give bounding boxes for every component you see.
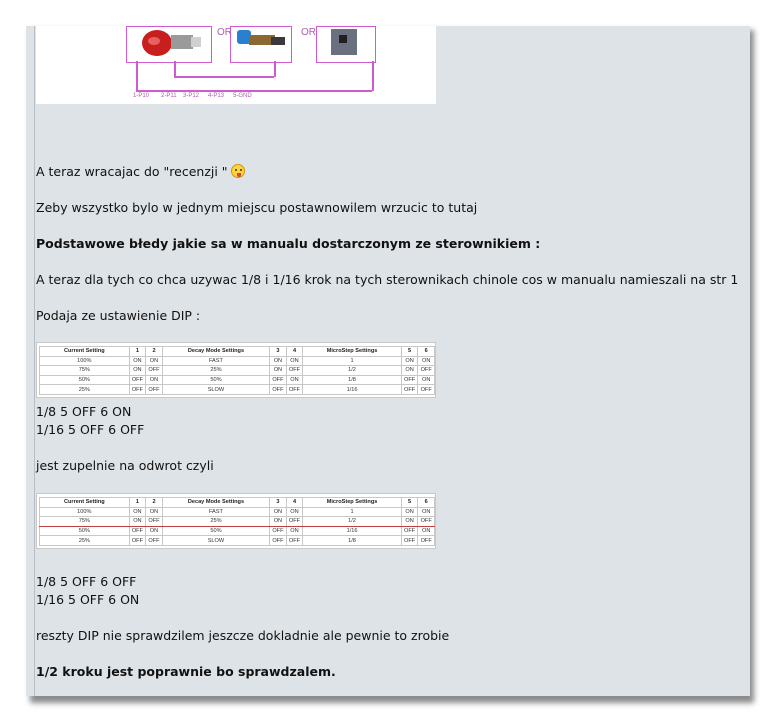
table-cell: 1/8 bbox=[303, 536, 401, 546]
table-cell: ON bbox=[146, 526, 163, 536]
or-label-2: OR bbox=[301, 27, 316, 38]
table-cell: 1 bbox=[303, 507, 401, 517]
table-cell: 75% bbox=[40, 366, 130, 376]
table-cell: OFF bbox=[418, 385, 435, 395]
table-row bbox=[40, 517, 435, 527]
post-text-line: 1/16 5 OFF 6 ON bbox=[36, 592, 140, 607]
pin-label: 3-P12 bbox=[183, 93, 200, 99]
proximity-sensor-icon bbox=[231, 27, 291, 62]
pin-label: 4-P13 bbox=[208, 93, 225, 99]
table-cell: OFF bbox=[418, 517, 435, 527]
table-cell: OFF bbox=[129, 526, 146, 536]
table-cell: FAST bbox=[162, 507, 269, 517]
table-cell: ON bbox=[401, 356, 418, 366]
table-cell: OFF bbox=[286, 536, 303, 546]
dip-table bbox=[39, 497, 435, 546]
table-header-row: Current Setting 1 2 Decay Mode Settings 3 4 MicroStep Settings 5 6 bbox=[40, 347, 435, 357]
table-cell: 1/16 bbox=[303, 385, 401, 395]
tongue-smiley-icon bbox=[231, 164, 245, 178]
post-text-line: Zeby wszystko bylo w jednym miejscu postawnowilem wrzucic to tutaj bbox=[36, 200, 478, 215]
table-cell: OFF bbox=[270, 536, 287, 546]
table-cell: 25% bbox=[162, 366, 269, 376]
post-text-line: Podaja ze ustawienie DIP : bbox=[36, 308, 201, 323]
table-cell: ON bbox=[270, 517, 287, 527]
table-cell: 25% bbox=[162, 517, 269, 527]
emergency-stop-icon bbox=[127, 27, 211, 62]
table-header-row: Current Setting 1 2 Decay Mode Settings 3 4 MicroStep Settings 5 6 bbox=[40, 498, 435, 508]
table-cell: 1/2 bbox=[303, 517, 401, 527]
forum-post bbox=[26, 26, 750, 696]
table-cell: OFF bbox=[401, 536, 418, 546]
table-cell: OFF bbox=[270, 526, 287, 536]
table-cell: 50% bbox=[40, 526, 130, 536]
table-cell: 1/16 bbox=[303, 526, 401, 536]
post-left-rule bbox=[34, 26, 35, 696]
table-cell: OFF bbox=[146, 366, 163, 376]
table-cell: OFF bbox=[401, 385, 418, 395]
table-cell: OFF bbox=[146, 536, 163, 546]
table-cell: OFF bbox=[129, 536, 146, 546]
post-text-line: jest zupelnie na odwrot czyli bbox=[36, 458, 214, 473]
limit-switch-icon bbox=[317, 27, 375, 62]
table-cell: ON bbox=[286, 375, 303, 385]
table-cell: ON bbox=[129, 517, 146, 527]
table-cell: ON bbox=[401, 517, 418, 527]
post-text-line: 1/8 5 OFF 6 OFF bbox=[36, 574, 137, 589]
table-cell: 100% bbox=[40, 356, 130, 366]
table-row bbox=[40, 385, 435, 395]
table-cell: ON bbox=[129, 366, 146, 376]
table-cell: OFF bbox=[401, 526, 418, 536]
post-bold-conclusion: 1/2 kroku jest poprawnie bo sprawdzalem. bbox=[36, 664, 336, 679]
table-cell: OFF bbox=[401, 375, 418, 385]
table-cell: 1/2 bbox=[303, 366, 401, 376]
table-cell: ON bbox=[270, 366, 287, 376]
table-cell: OFF bbox=[286, 385, 303, 395]
post-text-line: 1/16 5 OFF 6 OFF bbox=[36, 422, 145, 437]
table-cell: OFF bbox=[146, 385, 163, 395]
table-cell: 50% bbox=[162, 375, 269, 385]
wiring-diagram-image bbox=[36, 26, 436, 104]
table-cell: OFF bbox=[418, 536, 435, 546]
table-row bbox=[40, 536, 435, 546]
table-cell: ON bbox=[401, 507, 418, 517]
table-row bbox=[40, 356, 435, 366]
table-cell: OFF bbox=[286, 366, 303, 376]
table-cell: 1/8 bbox=[303, 375, 401, 385]
table-row bbox=[40, 366, 435, 376]
dip-table-image-corrected bbox=[36, 493, 436, 549]
table-cell: 1 bbox=[303, 356, 401, 366]
post-text-line: 1/8 5 OFF 6 ON bbox=[36, 404, 132, 419]
table-cell: ON bbox=[270, 507, 287, 517]
table-cell: FAST bbox=[162, 356, 269, 366]
post-text-line: A teraz dla tych co chca uzywac 1/8 i 1/16 krok na tych sterownikach chinole cos w manualu namieszali na str 1 bbox=[36, 272, 739, 287]
pin-label: 5-GND bbox=[233, 93, 252, 99]
table-cell: ON bbox=[286, 356, 303, 366]
table-cell: 50% bbox=[162, 526, 269, 536]
post-text-line: A teraz wracajac do "recenzji " bbox=[36, 164, 245, 179]
table-cell: ON bbox=[418, 356, 435, 366]
table-cell: ON bbox=[286, 526, 303, 536]
table-row bbox=[40, 375, 435, 385]
table-cell: ON bbox=[286, 507, 303, 517]
table-cell: OFF bbox=[270, 375, 287, 385]
table-cell: ON bbox=[270, 356, 287, 366]
or-label-1: OR bbox=[217, 27, 232, 38]
pin-label: 2-P11 bbox=[161, 93, 177, 99]
table-cell: 75% bbox=[40, 517, 130, 527]
table-row bbox=[40, 507, 435, 517]
table-cell: OFF bbox=[286, 517, 303, 527]
table-cell: ON bbox=[129, 507, 146, 517]
table-cell: SLOW bbox=[162, 385, 269, 395]
table-cell: ON bbox=[418, 507, 435, 517]
table-cell: OFF bbox=[418, 366, 435, 376]
table-cell: ON bbox=[129, 356, 146, 366]
table-cell: 25% bbox=[40, 536, 130, 546]
limit-switch-box bbox=[316, 26, 376, 63]
table-cell: 50% bbox=[40, 375, 130, 385]
table-cell: 25% bbox=[40, 385, 130, 395]
table-cell: ON bbox=[146, 375, 163, 385]
dip-table bbox=[39, 346, 435, 395]
inductive-sensor-box bbox=[230, 26, 292, 63]
post-bold-heading: Podstawowe błedy jakie sa w manualu dostarczonym ze sterownikiem : bbox=[36, 236, 541, 251]
table-cell: ON bbox=[418, 526, 435, 536]
table-cell: ON bbox=[146, 507, 163, 517]
table-cell: SLOW bbox=[162, 536, 269, 546]
table-cell: OFF bbox=[146, 517, 163, 527]
table-cell: 100% bbox=[40, 507, 130, 517]
post-text-line: reszty DIP nie sprawdzilem jeszcze dokladnie ale pewnie to zrobie bbox=[36, 628, 450, 643]
table-cell: ON bbox=[146, 356, 163, 366]
table-cell: ON bbox=[401, 366, 418, 376]
pin-label: 1-P10 bbox=[133, 93, 150, 99]
table-cell: OFF bbox=[129, 375, 146, 385]
dip-table-image-manual bbox=[36, 342, 436, 398]
table-cell: ON bbox=[418, 375, 435, 385]
table-cell: OFF bbox=[129, 385, 146, 395]
estop-switch-box bbox=[126, 26, 212, 63]
table-cell: OFF bbox=[270, 385, 287, 395]
table-row bbox=[40, 526, 435, 536]
